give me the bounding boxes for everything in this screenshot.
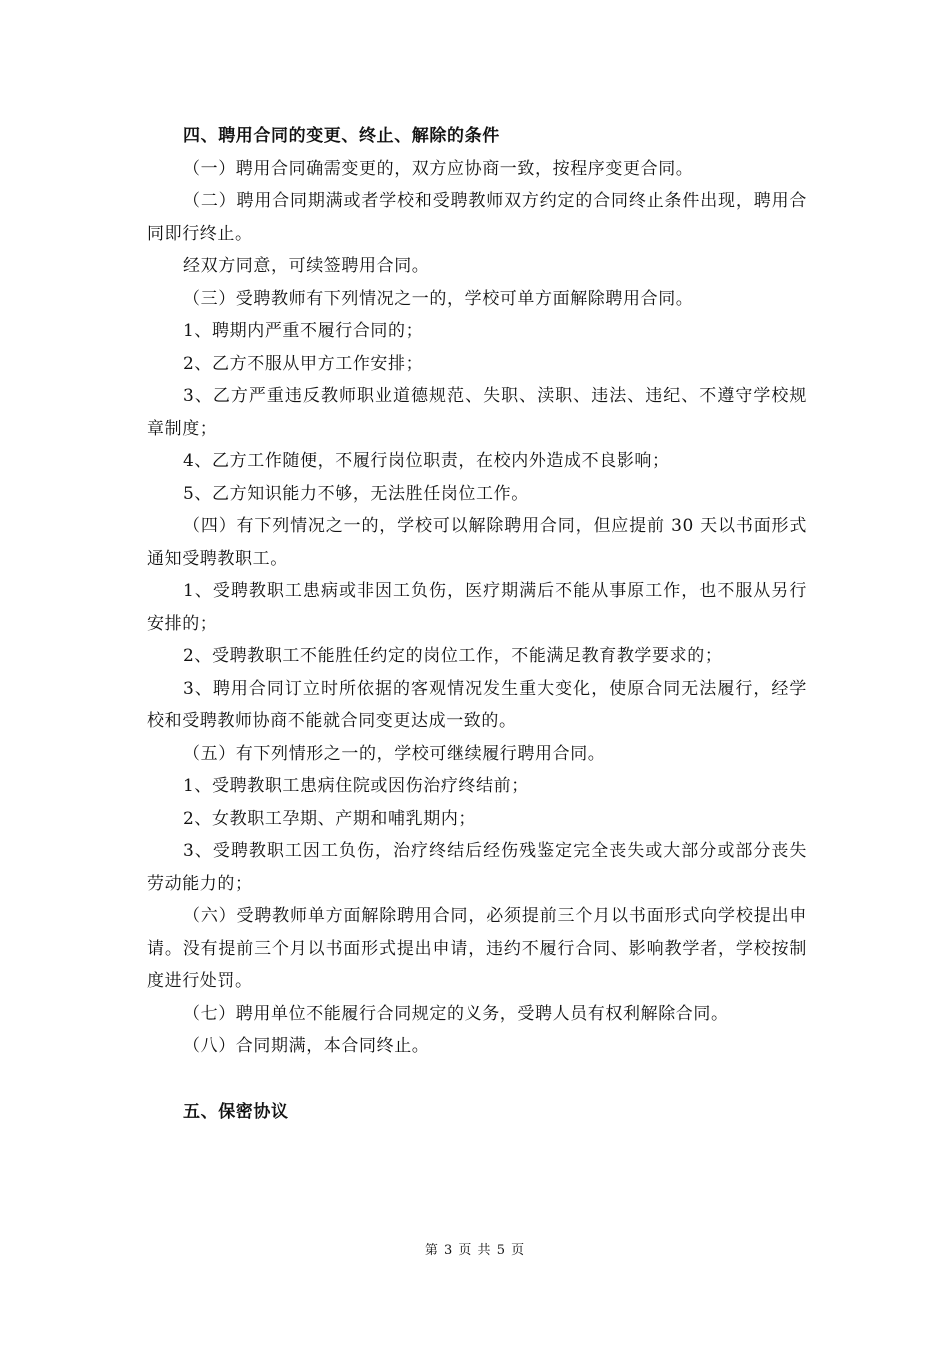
section-heading-5: 五、保密协议: [183, 1101, 289, 1122]
paragraph: 经双方同意，可续签聘用合同。: [183, 256, 430, 276]
list-item: 2、受聘教职工不能胜任约定的岗位工作，不能满足教育教学要求的；: [183, 646, 723, 666]
list-item: 3、聘用合同订立时所依据的客观情况发生重大变化，使原合同无法履行，经学校和受聘教师协商不能就合同变更达成一致的。: [147, 678, 807, 731]
list-item: 1、受聘教职工患病住院或因伤治疗终结前；: [183, 776, 529, 796]
list-item: 3、乙方严重违反教师职业道德规范、失职、渎职、违法、违纪、不遵守学校规章制度；: [147, 386, 807, 439]
list-item: 4、乙方工作随便，不履行岗位职责，在校内外造成不良影响；: [183, 451, 670, 471]
paragraph: （三）受聘教师有下列情况之一的，学校可单方面解除聘用合同。: [183, 288, 694, 309]
document-body: [147, 120, 807, 1128]
paragraph: （四）有下列情况之一的，学校可以解除聘用合同，但应提前 30 天以书面形式通知受聘教职工。: [147, 516, 807, 569]
paragraph: （六）受聘教师单方面解除聘用合同，必须提前三个月以书面形式向学校提出申请。没有提前三个月以书面形式提出申请，违约不履行合同、影响教学者，学校按制度进行处罚。: [147, 906, 807, 991]
list-item: 2、女教职工孕期、产期和哺乳期内；: [183, 808, 477, 829]
list-item: 5、乙方知识能力不够，无法胜任岗位工作。: [183, 483, 529, 504]
section-spacer: [147, 1063, 807, 1096]
list-item: 3、受聘教职工因工负伤，治疗终结后经伤残鉴定完全丧失或大部分或部分丧失劳动能力的；: [147, 841, 807, 894]
list-item: 1、聘期内严重不履行合同的；: [183, 321, 424, 341]
paragraph: （一）聘用合同确需变更的，双方应协商一致，按程序变更合同。: [183, 158, 694, 179]
list-item: 1、受聘教职工患病或非因工负伤，医疗期满后不能从事原工作，也不服从另行安排的；: [147, 581, 807, 634]
paragraph: （五）有下列情形之一的，学校可继续履行聘用合同。: [183, 743, 606, 764]
page-footer: 第 3 页 共 5 页: [424, 1243, 526, 1258]
list-item: 2、乙方不服从甲方工作安排；: [183, 353, 424, 374]
paragraph: （八）合同期满，本合同终止。: [183, 1036, 430, 1056]
paragraph: （七）聘用单位不能履行合同规定的义务，受聘人员有权利解除合同。: [183, 1003, 729, 1024]
section-heading-4: 四、聘用合同的变更、终止、解除的条件: [183, 126, 500, 146]
paragraph: （二）聘用合同期满或者学校和受聘教师双方约定的合同终止条件出现，聘用合同即行终止。: [147, 191, 807, 244]
